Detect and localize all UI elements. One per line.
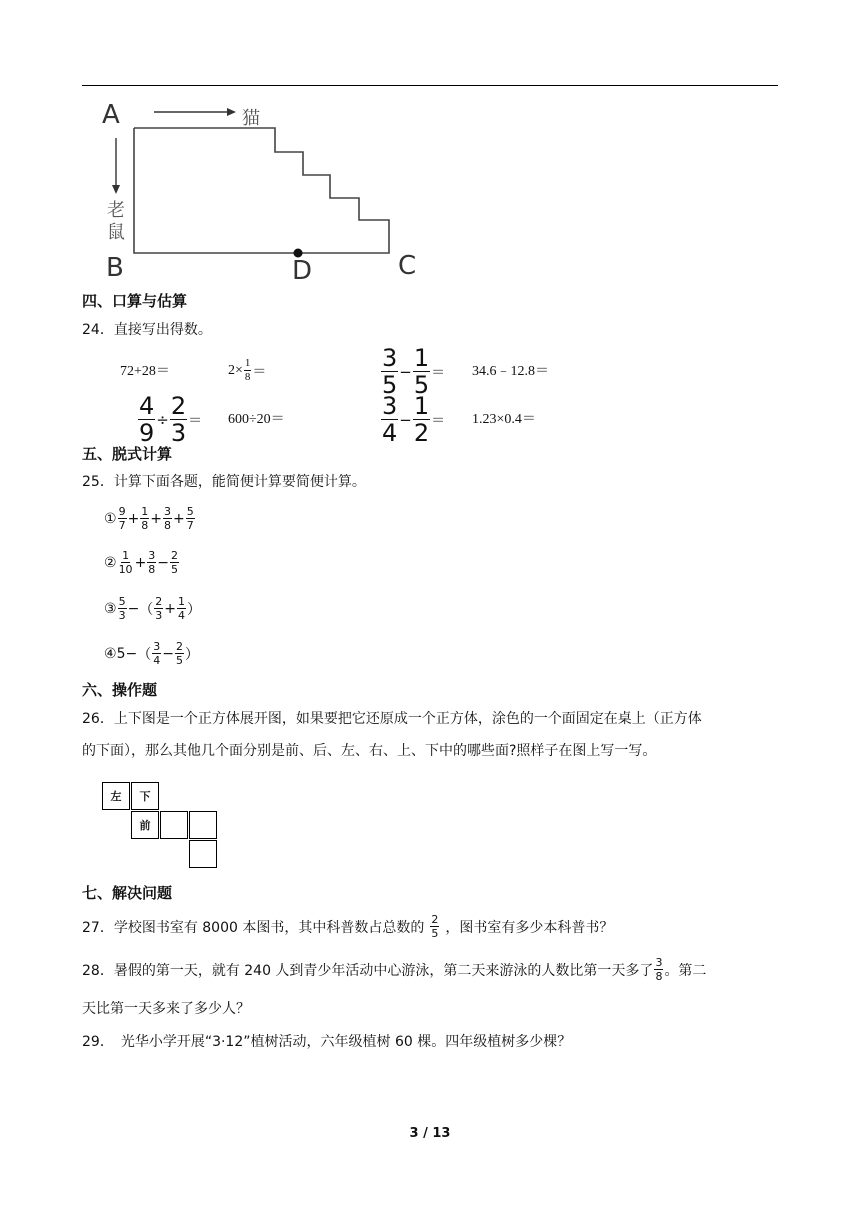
q25-item-2 (104, 550, 180, 575)
q26-line-1: 26．上下图是一个正方体展开图，如果要把它还原成一个正方体，涂色的一个面固定在桌上（正方体 (82, 711, 702, 727)
mouse-arrowhead (112, 185, 120, 194)
q25-item-3 (104, 596, 201, 621)
section-7-title: 七、解决问题 (82, 884, 173, 902)
fraction: $\frac{1}{2}$ (413, 392, 430, 447)
operator: − (399, 362, 412, 381)
operator: − (162, 645, 174, 662)
page-number: 3 / 13 (409, 1126, 451, 1141)
net-cell-left: 左 (102, 782, 130, 810)
paren: （ (139, 601, 154, 618)
q25-item-4 (104, 641, 199, 666)
operator: + (150, 510, 163, 527)
label-a: A (102, 100, 120, 130)
fraction: 1 10 (118, 549, 133, 576)
fraction: $\frac{3}{8}$ (164, 505, 172, 532)
net-cell-blank (189, 840, 217, 868)
net-cell-front: 前 (131, 811, 159, 839)
label-c: C (398, 251, 417, 281)
q24-expr-2 (228, 358, 266, 383)
expr-text: 2× (228, 362, 243, 378)
path-diagram (100, 96, 440, 288)
q25-item-1 (104, 506, 196, 531)
cat-arrowhead (227, 108, 236, 116)
q24-expr-1 (120, 360, 170, 380)
expr-text: 600÷20＝ (228, 412, 285, 427)
q26-line-2: 的下面），那么其他几个面分别是前、后、左、右、上、下中的哪些面?照样子在图上写一写。 (82, 743, 657, 759)
label-b: B (106, 253, 124, 283)
operator: + (134, 554, 147, 571)
fraction: 3 8 (655, 956, 663, 983)
q24-expr-5 (137, 394, 202, 445)
cube-net (102, 782, 222, 872)
net-cell-blank (189, 811, 217, 839)
fraction: $\frac{1}{8}$ (141, 505, 149, 532)
item-marker: ① (104, 510, 117, 527)
fraction: 9 7 (118, 505, 126, 532)
q27 (82, 914, 613, 939)
item-marker: ③ (104, 600, 117, 617)
item-marker: ④ (104, 645, 117, 662)
q28-text-end: 。第二 (664, 962, 707, 979)
fraction: $\frac{2}{5}$ (175, 640, 183, 667)
operator: − (399, 410, 412, 429)
item-marker: ② (104, 554, 117, 571)
equals: ＝ (431, 364, 446, 381)
q24-expr-6 (228, 408, 285, 428)
equals: ＝ (188, 412, 203, 429)
operator: + (127, 510, 140, 527)
q28-line-2: 天比第一天多来了多少人？ (82, 1001, 250, 1017)
fraction: $\frac{5}{7}$ (186, 505, 194, 532)
operator: − (127, 600, 140, 617)
section-5-title: 五、脱式计算 (82, 445, 173, 463)
operator: − (125, 645, 138, 662)
expr-text: 72+28＝ (120, 364, 170, 379)
header-rule (82, 85, 778, 86)
fraction: 2 5 (431, 913, 439, 940)
fraction: $\frac{3}{8}$ (148, 549, 156, 576)
fraction: 3 4 (153, 640, 161, 667)
fraction: $\frac{1}{5}$ (413, 344, 430, 399)
label-mouse: 老鼠 (107, 200, 125, 243)
q24-expr-8 (472, 408, 536, 428)
fraction: $\frac{1}{4}$ (178, 595, 186, 622)
q27-text-end: ，图书室有多少本科普书？ (445, 919, 614, 936)
net-cell-blank (160, 811, 188, 839)
fraction: 3 4 (382, 392, 398, 447)
whole-number: 5 (116, 645, 126, 662)
operator: ÷ (156, 410, 169, 429)
operator: − (157, 554, 170, 571)
q27-text: 27．学校图书室有 8000 本图书，其中科普数占总数的 (82, 919, 425, 936)
label-d: D (292, 256, 313, 286)
operator: + (173, 510, 185, 527)
fraction: $\frac{1}{8}$ (244, 357, 251, 383)
q24-expr-7 (380, 394, 445, 445)
fraction: 3 5 (382, 344, 398, 399)
fraction: $\frac{2}{3}$ (170, 392, 187, 447)
q29-text: 29． 光华小学开展“3·12”植树活动，六年级植树 60 棵。四年级植树多少棵？ (82, 1034, 572, 1050)
q28-text: 28．暑假的第一天，就有 240 人到青少年活动中心游泳，第二天来游泳的人数比第一天多了 (82, 962, 654, 979)
fraction: 2 3 (155, 595, 163, 622)
section-4-title: 四、口算与估算 (82, 292, 188, 310)
operator: + (164, 600, 177, 617)
equals: ＝ (431, 412, 446, 429)
net-cell-down: 下 (131, 782, 159, 810)
paren: （ (137, 646, 152, 663)
fraction: $\frac{4}{9}$ (139, 392, 155, 447)
equals: ＝ (252, 364, 267, 380)
expr-text: 34.6﹣12.8＝ (472, 364, 549, 379)
q24-expr-4 (472, 360, 549, 380)
q28 (82, 957, 706, 982)
section-6-title: 六、操作题 (82, 681, 158, 699)
path-figure (100, 96, 440, 288)
paren: ） (187, 601, 202, 618)
paren: ） (184, 646, 199, 663)
q25-text: 25．计算下面各题，能简便计算要简便计算。 (82, 474, 366, 490)
q24-text: 24．直接写出得数。 (82, 322, 212, 338)
path-outline (134, 128, 389, 253)
fraction: 5 3 (118, 595, 126, 622)
expr-text: 1.23×0.4＝ (472, 412, 536, 427)
fraction: $\frac{2}{5}$ (171, 549, 179, 576)
label-cat: 猫 (242, 108, 260, 129)
q24-expr-3 (380, 346, 445, 397)
